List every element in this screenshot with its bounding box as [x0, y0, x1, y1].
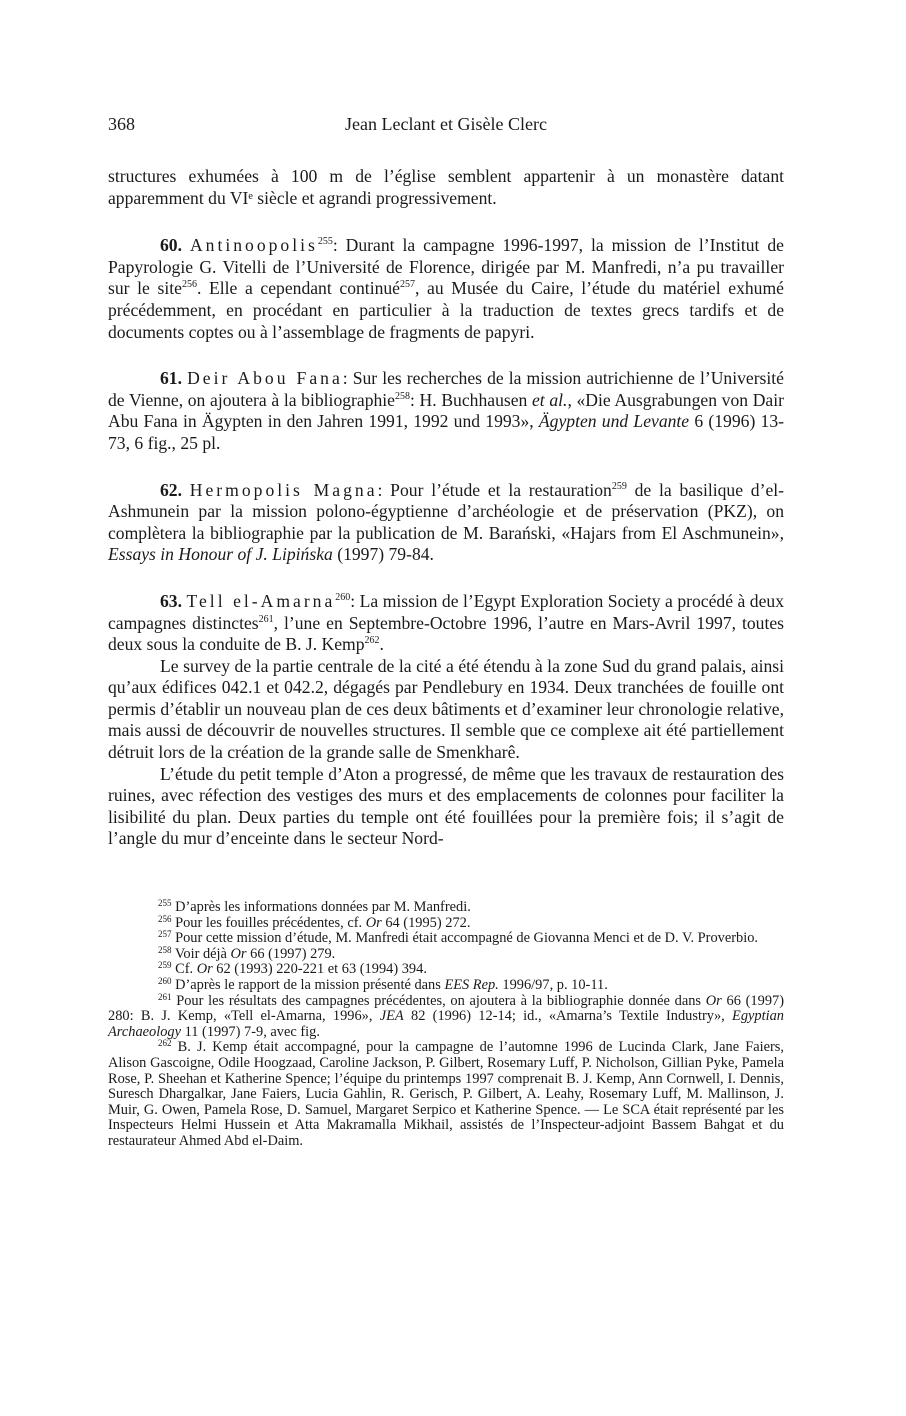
section-paragraph	[108, 368, 784, 454]
footnote-text: Cf.	[171, 961, 197, 978]
journal-title: Ägypten und Levante	[538, 411, 690, 432]
footnote	[108, 991, 784, 1041]
section-number: 60.	[160, 235, 182, 256]
section-paragraph: Le survey de la partie centrale de la cité a été étendu à la zone Sud du grand palais, ainsi qu’aux édifices 042.1 et 042.2, dégagés par Pendlebury en 1934. Deux tranchées de fouille ont permis d’établir un nouveau plan de ces deux bâtiments et d’examiner leur chronologie relative, mais aussi de découvrir de nouvelles structures. Il semble que ce complexe ait été partiellement détruit lors de la création de la grande salle de Smenkharê.	[108, 655, 784, 763]
footnote	[108, 962, 784, 978]
footnote-mark: 259	[158, 960, 172, 971]
footnote-text: 62 (1993) 220-221 et 63 (1994) 394.	[212, 961, 427, 978]
site-name: Deir Abou Fana	[187, 368, 343, 389]
footnote-text: 64 (1995) 272.	[381, 914, 471, 931]
site-name: Antinoopolis	[189, 235, 318, 256]
paragraph-text: , au Musée du Caire, l’étude du matériel exhumé précédemment, en procédant en particulier à la traduction de textes grecs tardifs et de documents coptes ou à l’assemblage de fragments de papyri.	[108, 278, 784, 342]
section-62	[108, 480, 784, 566]
journal-abbrev: JEA	[379, 1008, 404, 1025]
footnote-mark: 257	[158, 929, 172, 940]
page-number: 368	[108, 114, 135, 134]
footnote	[108, 900, 784, 916]
footnote-ref[interactable]: 257	[399, 279, 415, 291]
footnote-text: 11 (1997) 7-9, avec fig.	[181, 1023, 320, 1040]
footnote-text: Pour les fouilles précédentes, cf.	[171, 914, 366, 931]
paragraph-text: de la basilique d’el-Ashmunein par la mission polono-égyptienne d’archéologie et de préservation (PKZ), on complètera la bibliographie par la publication de M. Barański, «Hajars from El Aschmunein»,	[108, 479, 785, 543]
continuation-paragraph: structures exhumées à 100 m de l’église semblent appartenir à un monastère datant apparemment du VIᵉ siècle et agrandi progressivement.	[108, 166, 784, 208]
page-header	[108, 114, 784, 138]
body-text	[108, 166, 784, 875]
footnote-ref[interactable]: 261	[258, 613, 274, 625]
journal-abbrev: Or	[230, 945, 247, 962]
footnote-text: 1996/97, p. 10-11.	[498, 976, 608, 993]
paragraph-text: : Sur les recherches de la mission autrichienne de l’Université de Vienne, on ajoutera à la bibliographie	[108, 368, 784, 410]
paragraph-text: , l’une en Septembre-Octobre 1996, l’autre en Mars-Avril 1997, toutes deux sous la conduite de B. J. Kemp	[108, 612, 784, 655]
paragraph-text: (1997) 79-84.	[332, 544, 434, 565]
section-paragraph	[108, 480, 784, 566]
footnote-text: 82 (1996) 12-14; id., «Amarna’s Textile Industry»,	[403, 1008, 733, 1025]
footnote-ref[interactable]: 262	[364, 635, 380, 647]
section-63	[108, 591, 784, 850]
section-number: 62.	[160, 479, 182, 500]
footnote-mark: 262	[158, 1038, 172, 1049]
section-60	[108, 235, 784, 343]
book-title: Essays in Honour of J. Lipińska	[108, 544, 333, 565]
footnotes	[108, 900, 784, 1150]
paragraph-text: : Durant la campagne 1996-1997, la mission de l’Institut de Papyrologie G. Vitelli de l’Université de Florence, dirigée par M. Manfredi, n’a pu travailler sur le site	[108, 235, 784, 299]
footnote	[108, 1040, 784, 1149]
journal-abbrev: Or	[196, 961, 213, 978]
site-name: Tell el-Amarna	[186, 590, 336, 611]
journal-abbrev: Or	[705, 992, 722, 1009]
footnote-text: Voir déjà	[171, 945, 231, 962]
section-61	[108, 368, 784, 454]
footnote-mark: 258	[158, 944, 172, 955]
footnote-text: Pour cette mission d’étude, M. Manfredi était accompagné de Giovanna Menci et de D. V. Proverbio.	[171, 930, 759, 947]
footnote-mark: 260	[158, 975, 172, 986]
footnote-text: D’après les informations données par M. Manfredi.	[171, 899, 471, 915]
footnote-ref[interactable]: 260	[335, 591, 351, 603]
paragraph-text: : H. Buchhausen	[410, 389, 532, 410]
footnote-text: Pour les résultats des campagnes précédentes, on ajoutera à la bibliographie donnée dans	[171, 992, 706, 1009]
journal-abbrev: EES Rep.	[444, 976, 499, 993]
footnote-text: B. J. Kemp était accompagné, pour la campagne de l’automne 1996 de Lucinda Clark, Jane Faiers, Alison Gascoigne, Odile Hoogzaad, Caroline Jackson, P. Gilbert, Rosemary Luff, P. Nicholson, Gillian Pyke, Pamela Rose, P. Sheehan et Katherine Spence; l’équipe du printemps 1997 comprenait B. J. Kemp, Ann Cornwell, I. Dennis, Suresch Dhargalkar, Jane Faiers, Lucia Gahlin, R. Gerisch, P. Gilbert, A. Leahy, Rosemary Luff, M. Mallinson, J. Muir, G. Owen, Pamela Rose, D. Samuel, Margaret Serpico et Katherine Spence. — Le SCA était représenté par les Inspecteurs Helmi Hussein et Atta Makramalla Mikhail, assistés de l’Inspecteur-adjoint Bassem Bahgat et du restaurateur Ahmed Abd el-Daim.	[108, 1039, 784, 1149]
journal-title: Egyptian Archaeology	[108, 1008, 784, 1040]
footnote-text: 66 (1997) 280: B. J. Kemp, «Tell el-Amarna, 1996»,	[108, 992, 784, 1025]
section-number: 63.	[160, 590, 182, 611]
footnote-mark: 261	[158, 991, 172, 1002]
footnote-ref[interactable]: 256	[181, 279, 197, 291]
footnote-mark: 256	[158, 913, 172, 924]
running-head: Jean Leclant et Gisèle Clerc	[345, 114, 547, 134]
footnote-ref[interactable]: 258	[395, 390, 410, 402]
footnote	[108, 913, 784, 932]
footnote-text: D’après le rapport de la mission présenté dans	[171, 976, 445, 993]
footnote-text: 66 (1997) 279.	[246, 945, 336, 962]
journal-abbrev: Or	[365, 914, 382, 931]
paragraph-text: : La mission de l’Egypt Exploration Society a procédé à deux campagnes distinctes	[108, 590, 784, 633]
section-number: 61.	[160, 368, 182, 389]
footnote	[108, 931, 784, 947]
section-paragraph	[108, 591, 784, 656]
paragraph-text: .	[379, 634, 384, 655]
section-paragraph: L’étude du petit temple d’Aton a progressé, de même que les travaux de restauration des ruines, avec réfection des vestiges des murs et des emplacements de colonnes pour faciliter la lisibilité du plan. Deux parties du temple ont été fouillées pour la première fois; il s’agit de l’angle du mur d’enceinte dans le secteur Nord-	[108, 763, 784, 849]
footnote-mark: 255	[158, 898, 172, 908]
italic-text: et al.	[531, 389, 568, 410]
footnote-ref[interactable]: 255	[317, 236, 333, 248]
footnote-ref[interactable]: 259	[611, 480, 627, 492]
section-paragraph	[108, 235, 784, 343]
paragraph-text: : Pour l’étude et la restauration	[377, 479, 612, 500]
paragraph-text: , «Die Ausgrabungen von Dair Abu Fana in Ägypten in den Jahren 1991, 1992 und 1993»,	[108, 389, 784, 432]
paragraph-text: . Elle a cependant continué	[196, 278, 400, 299]
paragraph-text: 6 (1996) 13-73, 6 fig., 25 pl.	[108, 411, 784, 453]
site-name: Hermopolis Magna	[189, 479, 378, 500]
footnote	[108, 975, 784, 994]
